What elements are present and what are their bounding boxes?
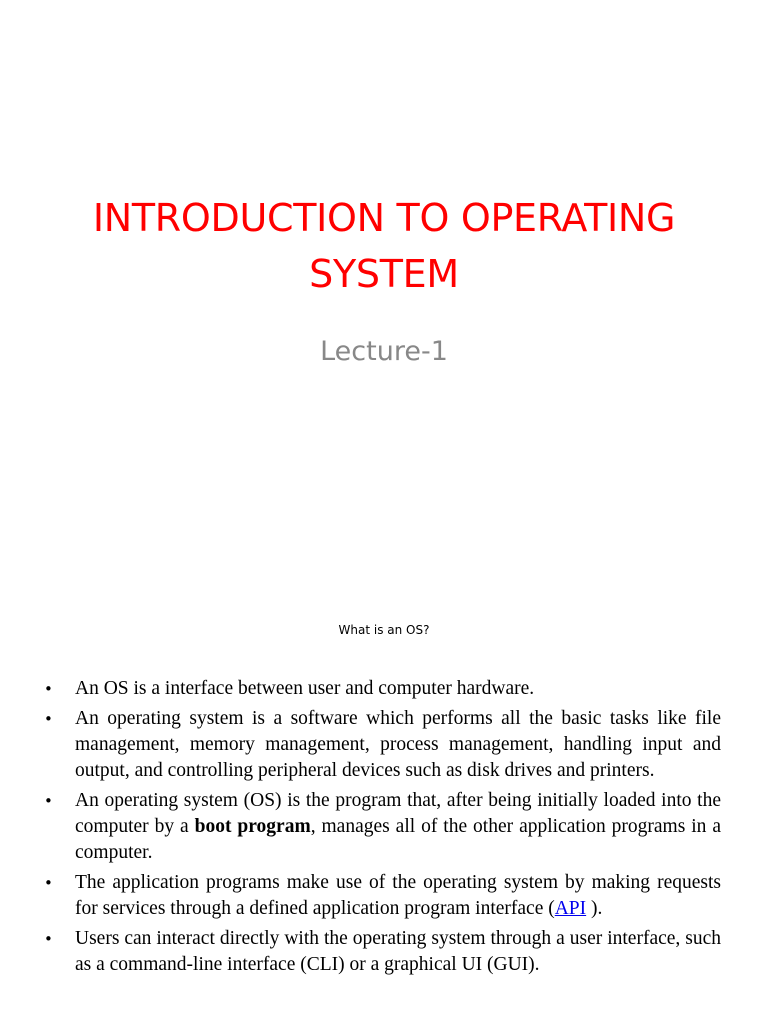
- slide-title: INTRODUCTION TO OPERATING SYSTEM: [92, 196, 676, 296]
- boot-program-term: boot program: [194, 816, 311, 837]
- bullet-text: Users can interact directly with the operating system through a user interface, such as a command-line interface (CLI) or a graphical UI (GUI).: [75, 928, 721, 975]
- slide-subtitle: Lecture-1: [320, 336, 448, 367]
- bullet-item: [0, 870, 768, 922]
- bullet-text: An operating system is a software which performs all the basic tasks like file management, memory management, process management, handling input and output, and controlling peripheral devices such as disk drives and printers.: [75, 708, 721, 781]
- api-link[interactable]: API: [554, 898, 587, 919]
- bullet-text-end: , manages all of the other application programs in a computer.: [75, 816, 722, 863]
- bullet-item: [0, 788, 768, 866]
- bullet-item: [0, 676, 768, 702]
- bullet-icon: •: [44, 710, 53, 728]
- bullet-icon: •: [44, 680, 53, 698]
- slide-heading: What is an OS?: [338, 623, 430, 637]
- bullet-item: [0, 926, 768, 978]
- bullet-icon: •: [44, 792, 53, 810]
- bullet-list: [0, 676, 768, 982]
- bullet-text-start: The application programs make use of the operating system by making requests for services through a defined application program interface (: [75, 872, 721, 919]
- bullet-text-end: ).: [586, 898, 603, 919]
- bullet-icon: •: [44, 874, 53, 892]
- bullet-icon: •: [44, 930, 53, 948]
- bullet-item: [0, 706, 768, 784]
- bullet-text-start: An operating system (OS) is the program that, after being initially loaded into the computer by a: [75, 790, 721, 837]
- bullet-text: An OS is a interface between user and computer hardware.: [75, 678, 535, 699]
